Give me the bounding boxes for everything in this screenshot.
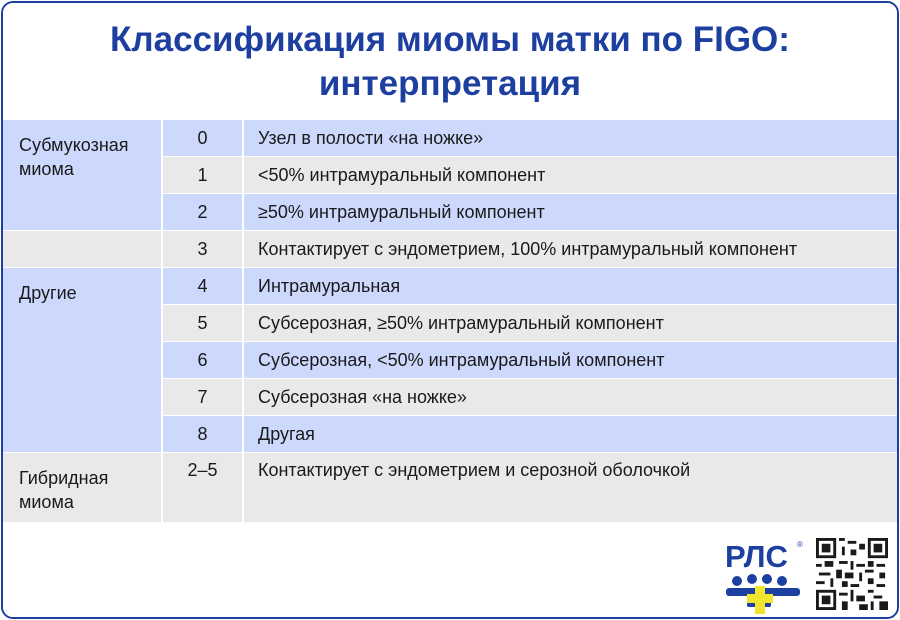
code-cell: 6 [163, 342, 244, 379]
code-cell: 1 [163, 157, 244, 194]
description-cell: Контактирует с эндометрием и серозной оболочкой [244, 453, 897, 524]
infographic-card [1, 1, 899, 619]
rls-people-cross-logo-icon [725, 574, 803, 614]
description-cell: ≥50% интрамуральный компонент [244, 194, 897, 231]
code-cell: 7 [163, 379, 244, 416]
description-cell: Контактирует с эндометрием, 100% интрамуральный компонент [244, 231, 897, 268]
classification-table [3, 120, 897, 524]
code-cell: 8 [163, 416, 244, 453]
description-cell: Субсерозная, <50% интрамуральный компонент [244, 342, 897, 379]
group-hybrid: Гибридная миома [3, 453, 163, 524]
registered-mark: ® [797, 540, 803, 549]
group-submucous: Субмукозная миома [3, 120, 163, 231]
code-cell: 5 [163, 305, 244, 342]
footer [3, 522, 897, 617]
description-cell: Субсерозная, ≥50% интрамуральный компонент [244, 305, 897, 342]
group-empty [3, 231, 163, 268]
rls-logo [725, 540, 803, 612]
code-cell: 4 [163, 268, 244, 305]
group-other: Другие [3, 268, 163, 453]
description-cell: Другая [244, 416, 897, 453]
code-cell: 2 [163, 194, 244, 231]
description-cell: Субсерозная «на ножке» [244, 379, 897, 416]
logo-text: РЛС [725, 539, 788, 574]
description-cell: <50% интрамуральный компонент [244, 157, 897, 194]
code-cell: 2–5 [163, 453, 244, 524]
code-cell: 0 [163, 120, 244, 157]
description-cell: Интрамуральная [244, 268, 897, 305]
code-cell: 3 [163, 231, 244, 268]
page-title: Классификация миомы матки по FIGO: интерпретация [3, 3, 897, 120]
qr-code-icon [815, 538, 889, 610]
description-cell: Узел в полости «на ножке» [244, 120, 897, 157]
